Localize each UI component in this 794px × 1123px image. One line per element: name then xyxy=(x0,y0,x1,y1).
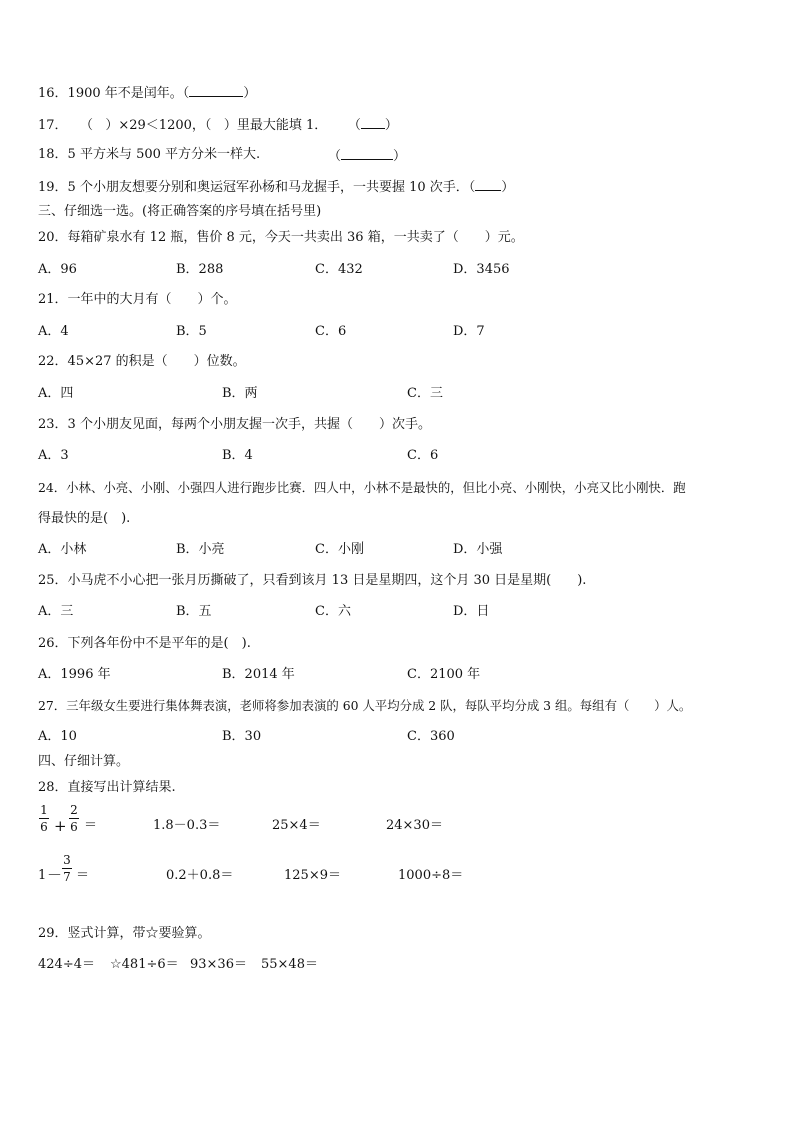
question-26 xyxy=(38,636,251,652)
question-text: 直接写出计算结果. xyxy=(67,780,176,795)
expression: 1.8－0.3＝ xyxy=(153,818,221,833)
option-a[interactable]: A．1996 年 xyxy=(38,667,111,682)
option-c[interactable]: C．432 xyxy=(315,262,363,277)
question-25 xyxy=(38,573,586,589)
expression: 1000÷8＝ xyxy=(398,868,464,883)
question-number: 20． xyxy=(38,230,68,245)
expression: 0.2＋0.8＝ xyxy=(166,868,234,883)
question-text: 3 个小朋友见面，每两个小朋友握一次手，共握（ ）次手。 xyxy=(67,417,431,432)
question-number: 29． xyxy=(38,926,68,941)
option-b[interactable]: B．两 xyxy=(222,386,258,401)
question-number: 16． xyxy=(38,86,68,101)
fraction-two-sixths: 2 6 xyxy=(70,803,78,834)
option-b[interactable]: B．五 xyxy=(176,604,212,619)
option-b[interactable]: B．4 xyxy=(222,448,253,463)
question-23 xyxy=(38,417,431,433)
vertical-calc-item: 55×48＝ xyxy=(261,957,318,972)
equals-sign: ＝ xyxy=(84,818,98,833)
question-number: 22． xyxy=(38,354,68,369)
question-22 xyxy=(38,354,246,370)
question-18 xyxy=(38,147,260,163)
answer-blank[interactable] xyxy=(361,116,385,129)
question-number: 17． xyxy=(38,118,68,133)
option-a[interactable]: A．3 xyxy=(38,448,69,463)
question-number: 24． xyxy=(38,480,67,495)
expression: 24×30＝ xyxy=(386,818,443,833)
question-text: 5 个小朋友想要分别和奥运冠军孙杨和马龙握手，一共要握 10 次手．（ xyxy=(67,180,476,195)
answer-blank[interactable] xyxy=(341,147,393,160)
question-24 xyxy=(38,480,686,496)
option-c[interactable]: C．2100 年 xyxy=(407,667,481,682)
option-c[interactable]: C．6 xyxy=(407,448,439,463)
option-a[interactable]: A．三 xyxy=(38,604,74,619)
option-d[interactable]: D．3456 xyxy=(453,262,510,277)
expression: 125×9＝ xyxy=(284,868,341,883)
equals-sign: ＝ xyxy=(76,868,90,883)
question-number: 26． xyxy=(38,636,68,651)
question-20 xyxy=(38,230,524,246)
fraction-three-sevenths: 3 7 xyxy=(63,853,71,884)
question-17: 17． （ ）×29＜1200，（ ）里最大能填 1． （ ） xyxy=(38,118,398,133)
section-heading-3: 三、仔细选一选。(将正确答案的序号填在括号里) xyxy=(38,204,322,219)
question-number: 25． xyxy=(38,573,68,588)
question-text: 竖式计算，带☆要验算。 xyxy=(67,926,211,941)
plus-sign: + xyxy=(54,817,67,835)
vertical-calc-item: 93×36＝ xyxy=(190,957,247,972)
question-number: 18． xyxy=(38,147,68,162)
answer-bracket: （ ） xyxy=(328,149,407,164)
question-text: 三年级女生要进行集体舞表演，老师将参加表演的 60 人平均分成 2 队，每队平均分成 3 组。每组有（ ）人。 xyxy=(66,698,692,713)
question-24-continued: 得最快的是( ). xyxy=(38,511,131,526)
question-28 xyxy=(38,780,176,796)
option-a[interactable]: A．四 xyxy=(38,386,74,401)
expression-one: 1 xyxy=(38,868,47,883)
section-heading-4: 四、仔细计算。 xyxy=(38,754,130,769)
question-number: 21． xyxy=(38,292,68,307)
question-16: 16．1900 年不是闰年。（ ） xyxy=(38,86,257,101)
question-number: 23． xyxy=(38,417,68,432)
question-19: 19．5 个小朋友想要分别和奥运冠军孙杨和马龙握手，一共要握 10 次手．（ ） xyxy=(38,180,515,195)
question-21 xyxy=(38,292,237,308)
question-text: 每箱矿泉水有 12 瓶，售价 8 元，今天一共卖出 36 箱，一共卖了（ ）元。 xyxy=(67,230,524,245)
question-text: 一年中的大月有（ ）个。 xyxy=(67,292,237,307)
option-c[interactable]: C．小刚 xyxy=(315,542,364,557)
option-b[interactable]: B．2014 年 xyxy=(222,667,295,682)
answer-blank[interactable] xyxy=(475,178,501,191)
option-b[interactable]: B．小亮 xyxy=(176,542,225,557)
question-29 xyxy=(38,926,211,942)
minus-sign: － xyxy=(47,866,63,884)
option-c[interactable]: C．6 xyxy=(315,324,347,339)
answer-blank[interactable] xyxy=(189,84,243,97)
option-b[interactable]: B．5 xyxy=(176,324,207,339)
question-text: 小林、小亮、小刚、小强四人进行跑步比赛．四人中，小林不是最快的，但比小亮、小刚快，小亮又比小刚快．跑 xyxy=(66,480,686,495)
vertical-calc-item-starred: ☆481÷6＝ xyxy=(110,957,179,972)
option-c[interactable]: C．三 xyxy=(407,386,443,401)
question-number: 28． xyxy=(38,780,68,795)
option-a[interactable]: A．96 xyxy=(38,262,77,277)
option-d[interactable]: D．日 xyxy=(453,604,490,619)
option-c[interactable]: C．360 xyxy=(407,729,455,744)
question-text: 5 平方米与 500 平方分米一样大. xyxy=(67,147,261,162)
fraction-one-sixth: 1 6 xyxy=(40,803,48,834)
question-27 xyxy=(38,698,691,714)
question-text: 45×27 的积是（ ）位数。 xyxy=(67,354,246,369)
option-a[interactable]: A．4 xyxy=(38,324,69,339)
expression: 25×4＝ xyxy=(272,818,321,833)
option-a[interactable]: A．10 xyxy=(38,729,77,744)
question-text: 小马虎不小心把一张月历撕破了，只看到该月 13 日是星期四，这个月 30 日是星期( ). xyxy=(67,573,587,588)
option-b[interactable]: B．288 xyxy=(176,262,224,277)
option-b[interactable]: B．30 xyxy=(222,729,262,744)
option-d[interactable]: D．小强 xyxy=(453,542,503,557)
question-text: 1900 年不是闰年。（ xyxy=(67,86,190,101)
option-d[interactable]: D．7 xyxy=(453,324,485,339)
question-number: 19． xyxy=(38,180,68,195)
question-number: 27． xyxy=(38,698,67,713)
question-text: 下列各年份中不是平年的是( ). xyxy=(67,636,251,651)
option-c[interactable]: C．六 xyxy=(315,604,351,619)
option-a[interactable]: A．小林 xyxy=(38,542,87,557)
vertical-calc-item: 424÷4＝ xyxy=(38,957,95,972)
